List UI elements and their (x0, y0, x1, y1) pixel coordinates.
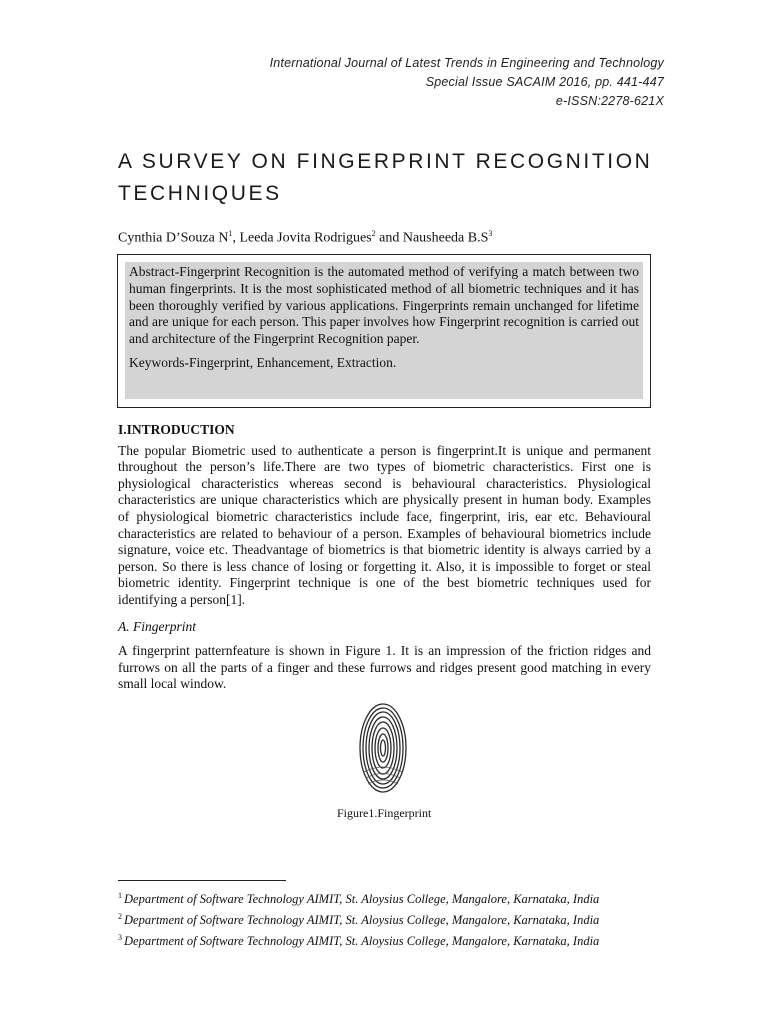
journal-header (270, 54, 664, 111)
fingerprint-figure (358, 702, 408, 794)
abstract-box (117, 254, 651, 408)
footnote-number: 3 (118, 933, 122, 943)
fingerprint-text: A fingerprint patternfeature is shown in Figure 1. It is an impression of the friction ridges and furrows on all the parts of a finger and these furrows and ridges present good matching in every small local window. (118, 643, 651, 692)
author-1: Cynthia D’Souza N (118, 230, 229, 246)
abstract-panel (125, 262, 643, 399)
footnote-number: 2 (118, 912, 122, 922)
title-line-2: TECHNIQUES (118, 182, 282, 205)
footnote-divider (118, 880, 286, 881)
fingerprint-image (358, 702, 408, 794)
author-list (118, 229, 492, 247)
introduction-heading: I.INTRODUCTION (118, 422, 235, 437)
issn: e-ISSN:2278-621X (555, 94, 664, 108)
journal-name: International Journal of Latest Trends in Engineering and Technology (269, 56, 664, 70)
keywords: Keywords-Fingerprint, Enhancement, Extraction. (129, 354, 397, 370)
introduction-text: The popular Biometric used to authenticate a person is fingerprint.It is unique and permanent throughout the person’s life.There are two types of biometric characteristics. First one is physiological characteristics whereas second is behavioural characteristics. Physiological characteristics are unique characteristics which are physically present in human body. Examples of physiological biometric characteristics include face, fingerprint, iris, ear etc. Behavioural characteristics are related to behaviour of a person. Examples of behavioural biometrics include signature, voice etc. Theadvantage of biometrics is that biometric identity is always carried by a person. So there is less chance of losing or forgetting it. Also, it is impossible to forget or steal biometric identity. Fingerprint technique is one of the best biometric techniques used for identifying a person[1]. (118, 442, 651, 607)
author-2-affiliation: 2 (371, 229, 376, 238)
author-3: and Nausheeda B.S (375, 230, 489, 246)
footnote-text: Department of Software Technology AIMIT, St. Aloysius College, Mangalore, Karnataka, India (124, 934, 600, 949)
footnotes (118, 887, 599, 950)
footnote-item (118, 887, 599, 908)
abstract-text: Abstract-Fingerprint Recognition is the automated method of verifying a match between two human fingerprints. It is the most sophisticated method of all biometric techniques and it has been thoroughly verified by various applications. Fingerprints remain unchanged for lifetime and are unique for each person. This paper involves how Fingerprint recognition is carried out and architecture of the Fingerprint Recognition paper. (129, 264, 639, 347)
author-3-affiliation: 3 (488, 229, 493, 238)
paper-title (118, 146, 678, 210)
footnote-text: Department of Software Technology AIMIT, St. Aloysius College, Mangalore, Karnataka, India (124, 892, 600, 907)
author-1-affiliation: 1 (228, 229, 233, 238)
main-body (118, 422, 651, 693)
footnote-text: Department of Software Technology AIMIT, St. Aloysius College, Mangalore, Karnataka, India (124, 913, 600, 928)
author-2: , Leeda Jovita Rodrigues (232, 230, 372, 246)
footnote-item (118, 908, 599, 929)
issue-info: Special Issue SACAIM 2016, pp. 441-447 (425, 75, 664, 89)
fingerprint-subheading: A. Fingerprint (118, 618, 196, 634)
figure-caption: Figure1.Fingerprint (337, 806, 432, 820)
footnote-number: 1 (118, 891, 122, 900)
footnote-item (118, 929, 599, 950)
title-line-1: A SURVEY ON FINGERPRINT RECOGNITION (118, 150, 653, 173)
